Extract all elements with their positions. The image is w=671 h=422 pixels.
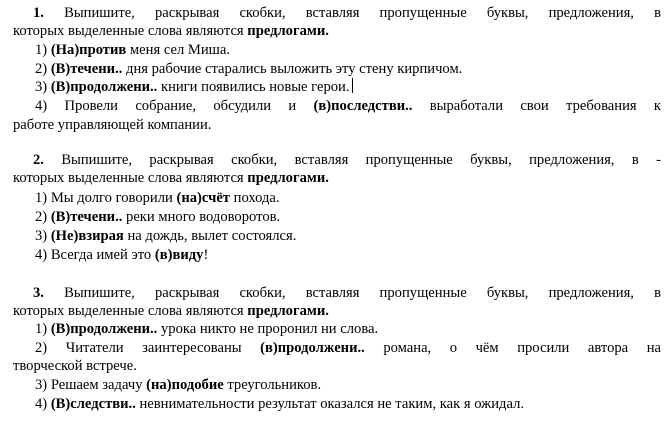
task-3-item-1 [35, 320, 378, 338]
task-3-item-2 [35, 339, 661, 357]
item-text: выработали свои требования к [412, 98, 662, 114]
task-number: 1. [33, 5, 44, 21]
item-text: дня рабочие старались выложить эту стену кирпичом. [122, 61, 463, 77]
highlighted-word: (на)счёт [176, 190, 230, 206]
highlighted-word: (в)виду [154, 247, 204, 263]
task-2-item-1 [35, 189, 280, 207]
keyword: предлогами. [247, 23, 329, 39]
highlighted-word: (В)следстви.. [50, 396, 136, 412]
item-number: 1) [35, 42, 51, 58]
intro-text: которых выделенные слова являются [13, 23, 248, 39]
highlighted-word: (На)против [50, 42, 127, 58]
item-number: 4) [35, 396, 51, 412]
task-2-item-3 [35, 227, 296, 245]
item-number: 3) [35, 377, 51, 393]
task-2-item-2 [35, 208, 280, 226]
task-1-item-2 [35, 60, 462, 78]
item-text: Провели собрание, обсудили и [64, 98, 314, 114]
item-text: меня сел Миша. [126, 42, 231, 58]
task-3-item-4 [35, 395, 524, 413]
item-text: книги появились новые герои. [157, 79, 350, 95]
item-text: Всегда имей это [50, 247, 155, 263]
item-number: 3) [35, 79, 51, 95]
highlighted-word: (в)продолжени.. [260, 340, 365, 356]
task-2-item-4 [35, 246, 208, 264]
task-number: 3. [33, 285, 44, 301]
item-text: Читатели заинтересованы [65, 340, 261, 356]
item-number: 4) [35, 98, 65, 114]
task-1-item-1 [35, 41, 230, 59]
task-1-item-4 [35, 97, 661, 115]
item-text: Решаем задачу [50, 377, 147, 393]
item-text: на дождь, вылет состоялся. [123, 228, 297, 244]
task-3-intro-cont [13, 302, 329, 320]
task-2-intro-cont [13, 169, 329, 187]
intro-text: которых выделенные слова являются [13, 303, 248, 319]
item-number: 2) [35, 340, 66, 356]
task-3-intro [33, 284, 661, 302]
intro-text: которых выделенные слова являются [13, 170, 248, 186]
item-text: невнимательности результат оказался не таким, как я ожидал. [135, 396, 525, 412]
dash-mark: - [656, 152, 661, 168]
item-text: Мы долго говорили [50, 190, 177, 206]
highlighted-word: (в)последстви.. [313, 98, 413, 114]
item-text: реки много водоворотов. [122, 209, 281, 225]
item-text: похода. [229, 190, 280, 206]
task-1-intro-cont [13, 22, 329, 40]
intro-text: Выпишите, раскрывая скобки, вставляя пропущенные буквы, предложения, в [64, 5, 661, 21]
keyword: предлогами. [247, 303, 329, 319]
intro-text: Выпишите, раскрывая скобки, вставляя пропущенные буквы, предложения, в [64, 285, 661, 301]
task-3-item-3 [35, 376, 321, 394]
item-number: 4) [35, 247, 51, 263]
task-1-intro [33, 4, 661, 22]
item-number: 1) [35, 321, 51, 337]
highlighted-word: (на)подобие [146, 377, 224, 393]
item-number: 1) [35, 190, 51, 206]
item-text: урока никто не проронил ни слова. [157, 321, 379, 337]
highlighted-word: (В)продолжени.. [50, 79, 158, 95]
task-2-intro [33, 151, 661, 169]
task-1-item-3 [35, 78, 353, 96]
item-text: работе управляющей компании. [13, 117, 212, 133]
task-number: 2. [33, 152, 44, 168]
keyword: предлогами. [247, 170, 329, 186]
item-text: ! [203, 247, 209, 263]
highlighted-word: (В)продолжени.. [50, 321, 158, 337]
text-cursor [352, 78, 354, 93]
highlighted-word: (В)течени.. [50, 209, 123, 225]
item-number: 3) [35, 228, 51, 244]
item-text: треугольников. [223, 377, 322, 393]
highlighted-word: (Не)взирая [50, 228, 124, 244]
task-3-item-2-cont [13, 357, 137, 375]
task-1-item-4-cont [13, 116, 211, 134]
item-text: творческой встрече. [13, 358, 137, 374]
intro-text: Выпишите, раскрывая скобки, вставляя пропущенные буквы, предложения, в [61, 152, 639, 168]
item-text: романа, о чём просили автора на [364, 340, 661, 356]
highlighted-word: (В)течени.. [50, 61, 123, 77]
item-number: 2) [35, 209, 51, 225]
item-number: 2) [35, 61, 51, 77]
